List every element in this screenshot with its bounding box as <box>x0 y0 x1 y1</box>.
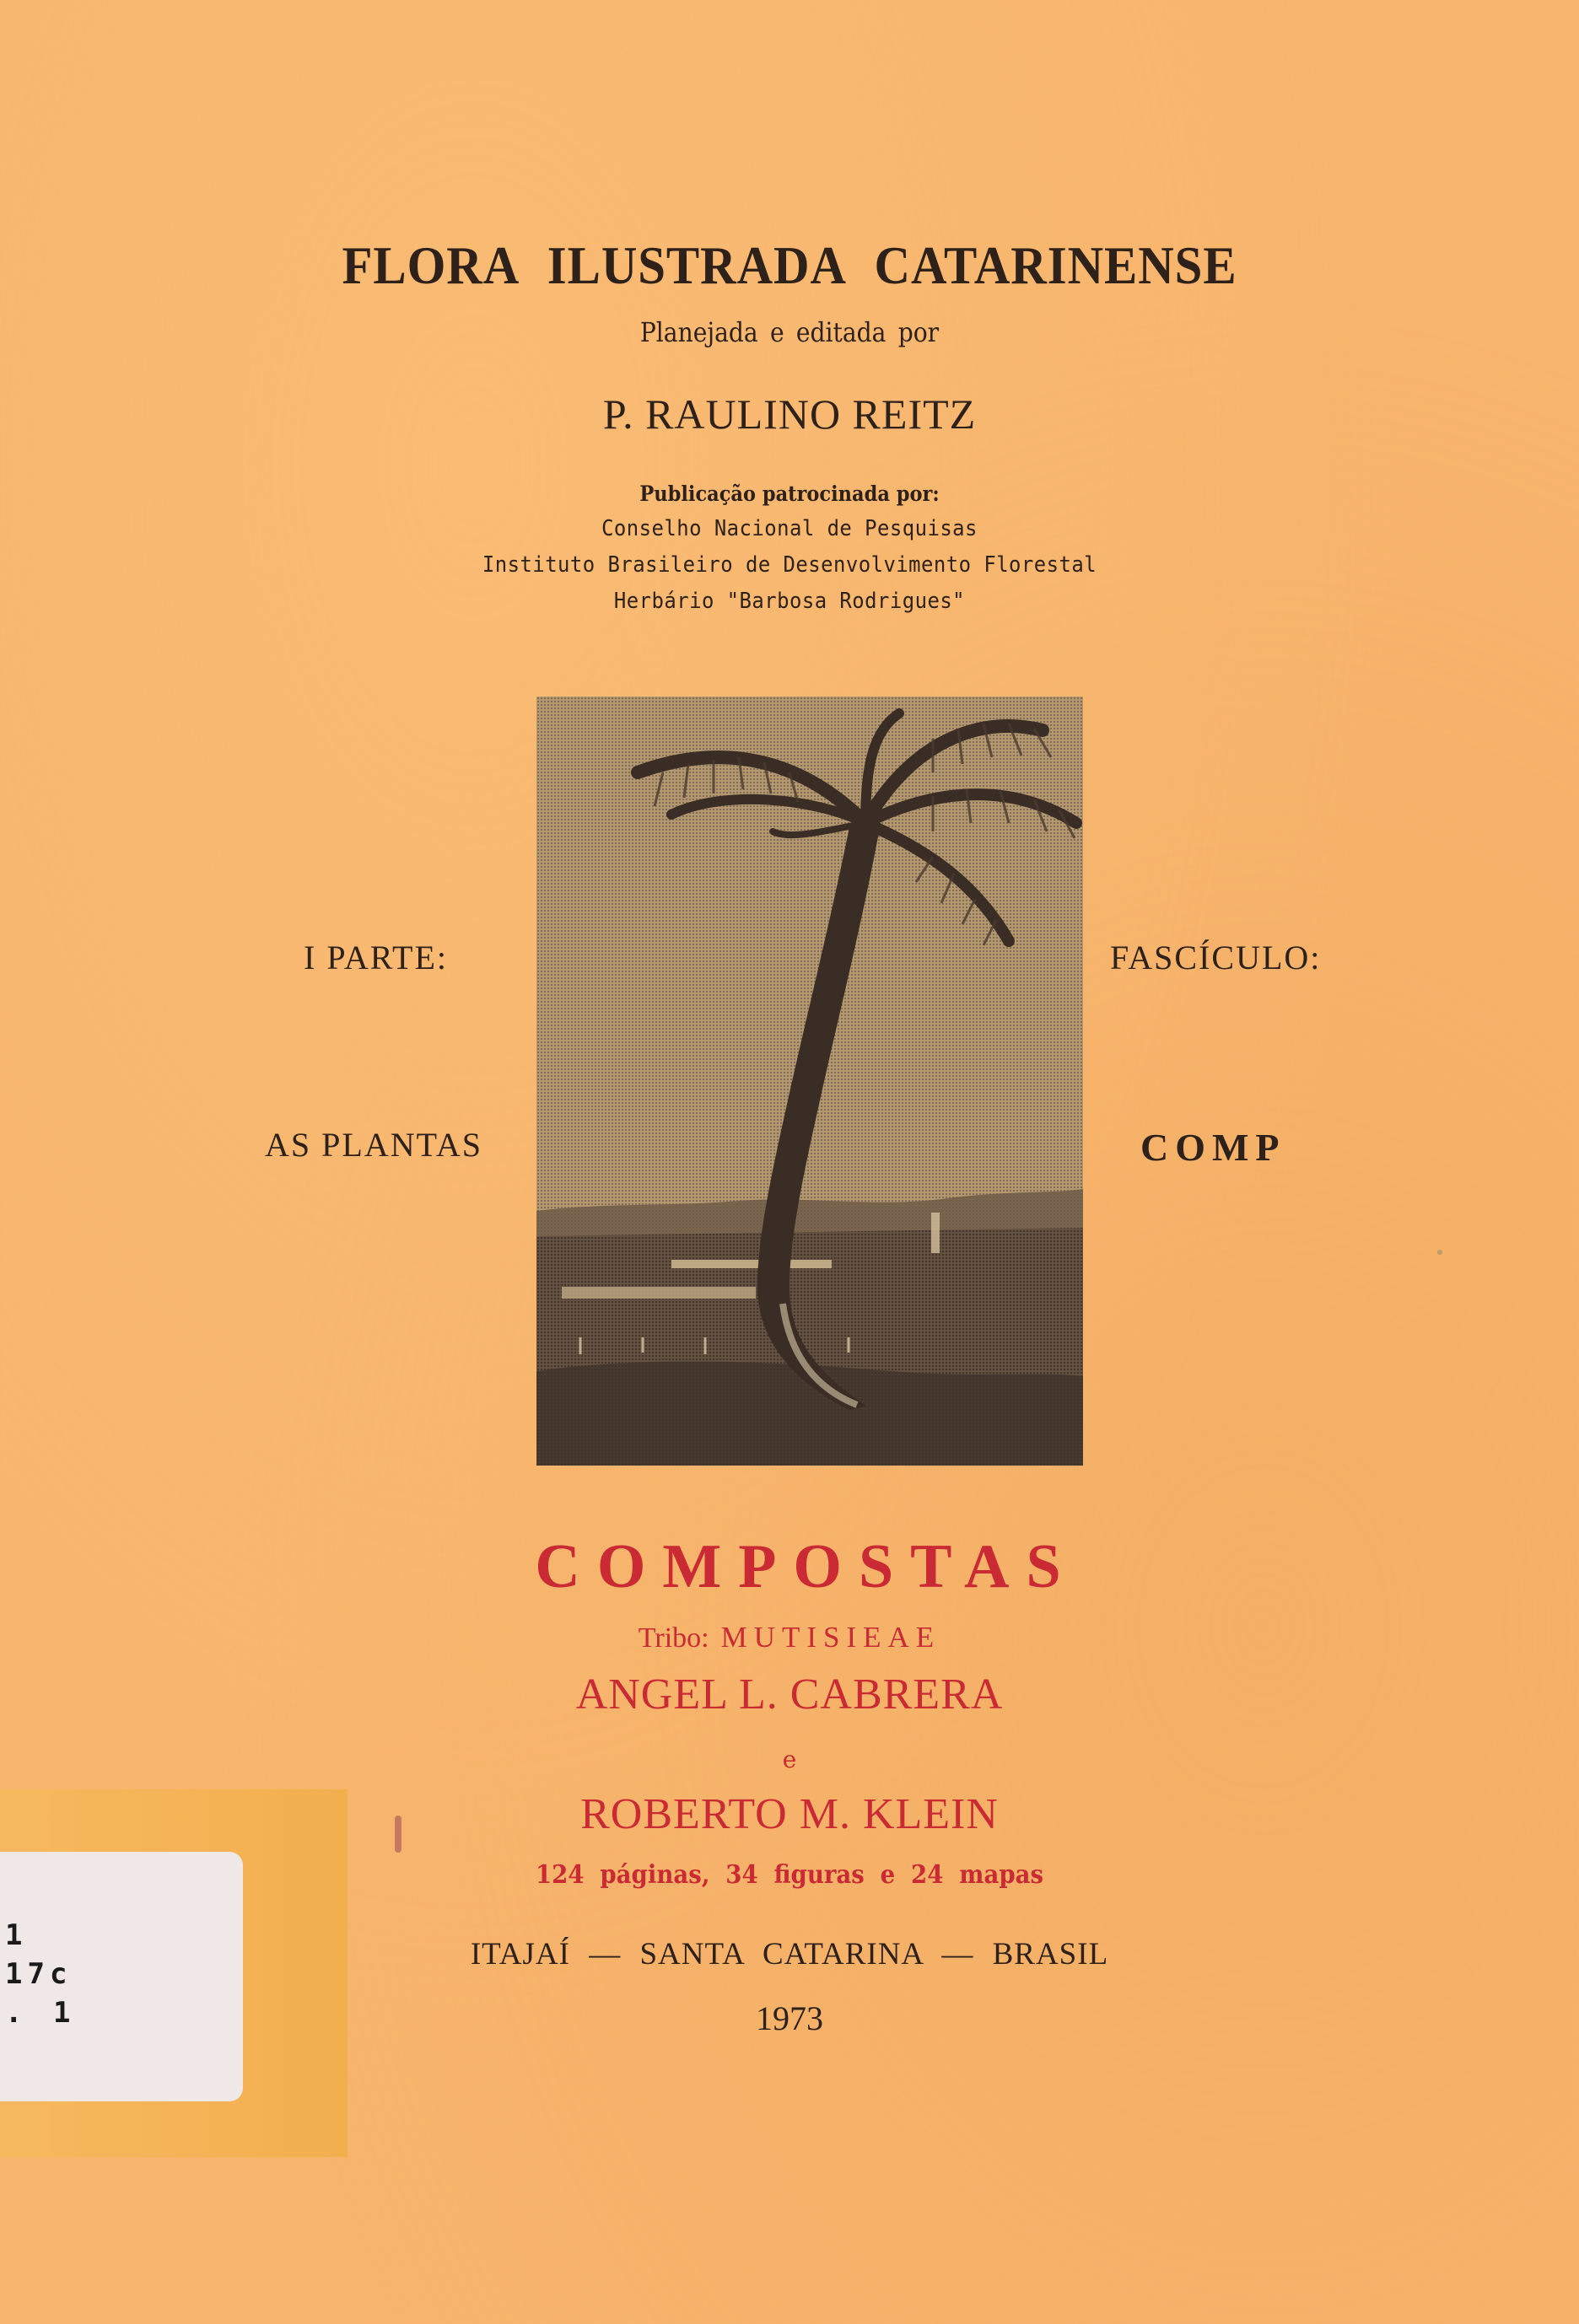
part-label: I PARTE: <box>304 939 449 976</box>
stain-mark-icon <box>395 1816 401 1853</box>
palm-tree-photo-icon <box>536 697 1083 1466</box>
sponsor-herbario: Herbário "Barbosa Rodrigues" <box>613 589 966 614</box>
sponsorship-heading: Publicação patrocinada por: <box>639 481 940 506</box>
cover-photo <box>536 697 1083 1466</box>
tribe-name: MUTISIEAE <box>720 1621 941 1654</box>
call-number-line-2: 17c <box>5 1957 73 1991</box>
sponsor-ibdf: Instituto Brasileiro de Desenvolvimento Florestal <box>482 552 1097 578</box>
publication-stats: 124 páginas, 34 figuras e 24 mapas <box>535 1860 1044 1890</box>
family-title: COMPOSTAS <box>535 1532 1078 1601</box>
library-call-number-sticker <box>0 1852 243 2101</box>
speck-mark-icon <box>1437 1250 1442 1255</box>
sponsor-cnp: Conselho Nacional de Pesquisas <box>601 516 978 541</box>
author-klein: ROBERTO M. KLEIN <box>580 1790 999 1838</box>
tribe-label: Tribo: <box>638 1622 709 1654</box>
author-conjunction: e <box>782 1746 797 1773</box>
tribe-line <box>0 1621 1579 1654</box>
author-cabrera: ANGEL L. CABRERA <box>575 1670 1004 1719</box>
editor-credit-line: Planejada e editada por <box>639 316 940 348</box>
series-title: FLORA ILUSTRADA CATARINENSE <box>342 235 1237 295</box>
call-number-line-3: . 1 <box>5 1996 78 2030</box>
part-value: AS PLANTAS <box>265 1126 482 1164</box>
imprint-year: 1973 <box>756 1999 823 2037</box>
fascicle-value: COMP <box>1140 1126 1286 1169</box>
imprint-place: ITAJAÍ — SANTA CATARINA — BRASIL <box>470 1937 1109 1972</box>
fascicle-label: FASCÍCULO: <box>1110 939 1322 976</box>
call-number-line-1: 1 <box>5 1918 23 1952</box>
editor-name: P. RAULINO REITZ <box>602 390 977 438</box>
